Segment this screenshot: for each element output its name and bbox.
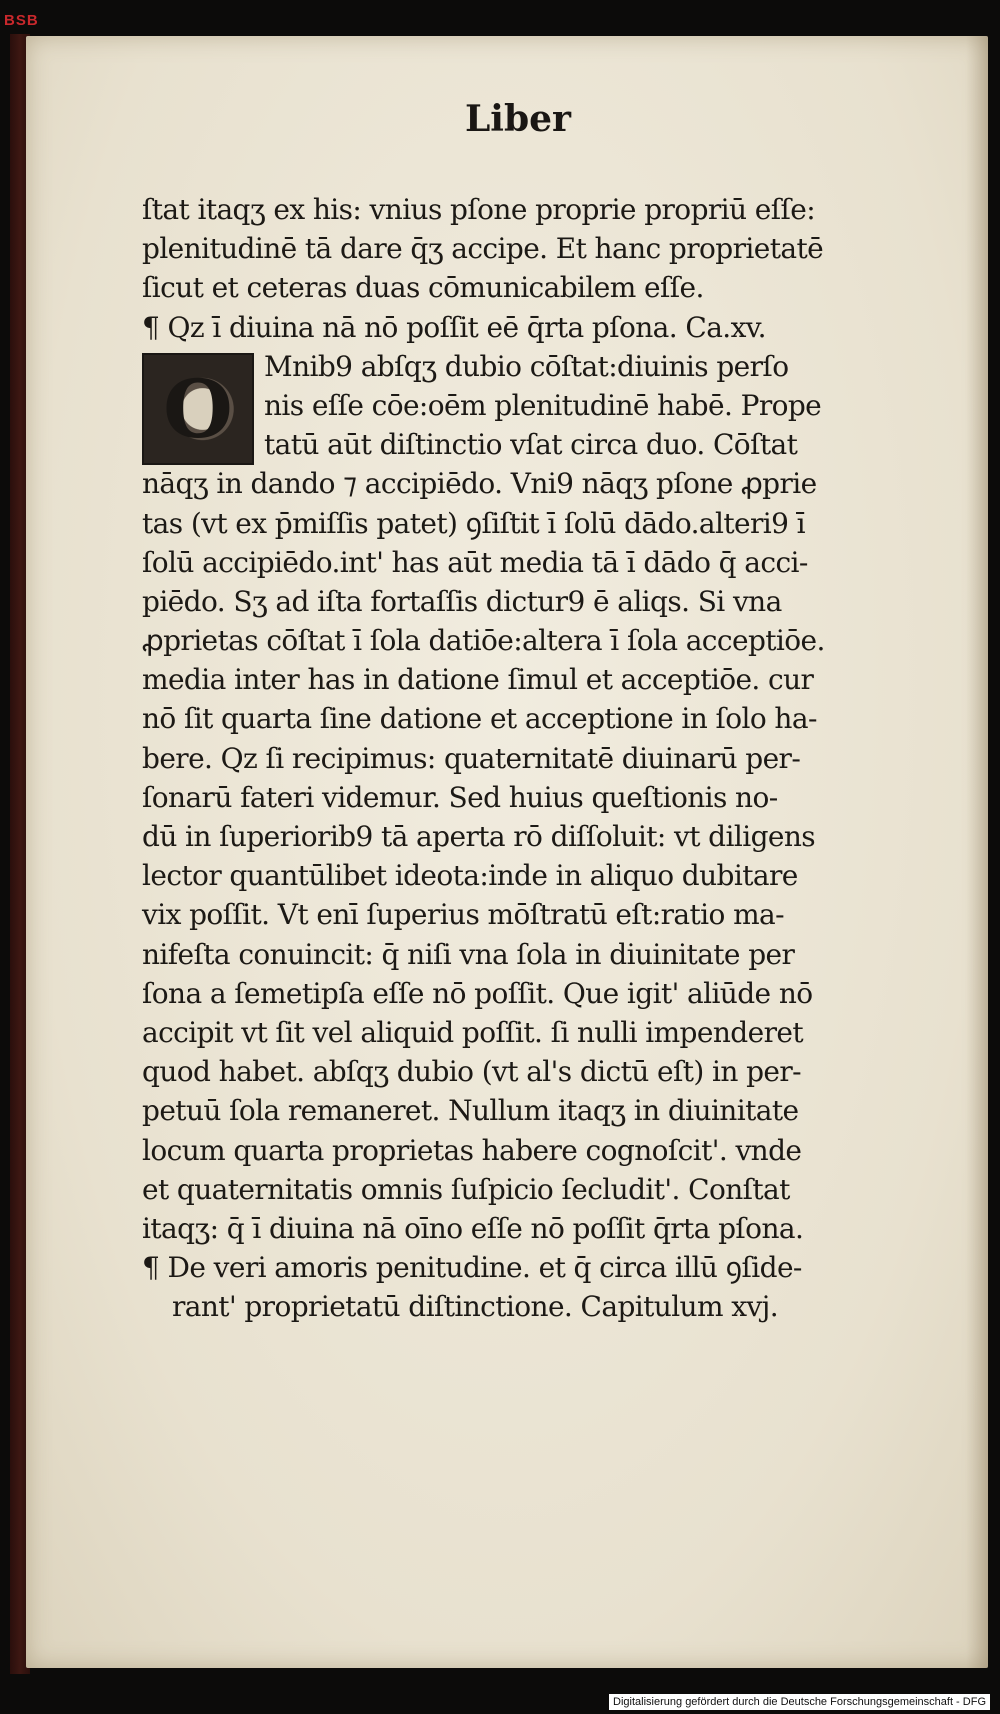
text-block <box>142 190 922 1326</box>
text-line: quod habet. abſqʒ dubio (vt al's dictū eſt) in per- <box>142 1055 802 1089</box>
text-line: itaqʒ: q̄ ī diuina nā oīno eſſe nō poſſit q̄rta pſona. <box>142 1211 804 1245</box>
text-line: petuū ſola remaneret. Nullum itaqʒ in diuinitate <box>142 1094 799 1128</box>
text-line: ſolū accipiēdo.int' has aūt media tā ī dādo q̄ acci- <box>142 545 808 579</box>
text-line: piēdo. Sʒ ad iſta fortaſſis dictur9 ē aliqs. Si vna <box>142 584 782 618</box>
running-head: Liber <box>464 98 572 140</box>
text-line: media inter has in datione ſimul et acceptiōe. cur <box>142 663 814 697</box>
library-watermark: BSB <box>4 12 39 29</box>
text-line: ſona a ſemetipſa eſſe nō poſſit. Que igit' aliūde nō <box>142 976 813 1010</box>
chapter-heading: ¶ Qz ī diuina nā nō poſſit eē q̄rta pſona. Ca.xv. <box>142 310 766 344</box>
text-line: tatū aūt diſtinctio vſat circa duo. Cōſtat <box>264 428 798 462</box>
text-line: nō ſit quarta ſine datione et acceptione in ſolo ha- <box>142 702 817 736</box>
text-line: ſtat itaqʒ ex his: vnius pſone proprie propriū eſſe: <box>142 193 816 226</box>
chapter-heading: ¶ De veri amoris penitudine. et q̄ circa illū ꝯſide- <box>142 1251 802 1285</box>
chapter-heading: rant' proprietatū diſtinctione. Capitulum xvj. <box>172 1290 779 1324</box>
page-edge-shadow <box>966 36 988 1668</box>
text-line: tas (vt ex p̄miſſis patet) ꝯſiſtit ī ſolū dādo.alteri9 ī <box>142 506 805 540</box>
initial-letter: O <box>163 362 233 456</box>
digitization-credit: Digitalisierung gefördert durch die Deutsche Forschungsgemeinschaft - DFG <box>609 1694 990 1710</box>
text-line: Mnib9 abſqʒ dubio cōſtat:diuinis perſo <box>264 349 789 383</box>
text-line: dū in ſuperiorib9 tā aperta rō diſſoluit: vt diligens <box>142 820 816 853</box>
text-line: ꝓprietas cōſtat ī ſola datiōe:altera ī ſola acceptiōe. <box>142 624 825 658</box>
text-line: et quaternitatis omnis ſuſpicio ſecludit'. Conſtat <box>142 1172 790 1206</box>
text-line: ſicut et ceteras duas cōmunicabilem eſſe. <box>142 271 704 305</box>
text-line: nāqʒ in dando ⁊ accipiēdo. Vni9 nāqʒ pſone ꝓprie <box>142 467 817 501</box>
text-line: nifeſta conuincit: q̄ niſi vna ſola in diuinitate per <box>142 937 795 971</box>
text-line: locum quarta proprietas habere cognoſcit'. vnde <box>142 1133 802 1167</box>
text-line: vix poſſit. Vt enī ſuperius mōſtratū eſt:ratio ma- <box>142 898 785 932</box>
text-line: bere. Qz ſi recipimus: quaternitatē diuinarū per- <box>142 741 801 775</box>
text-line: nis eſſe cōe:oēm plenitudinē habē. Prope <box>264 388 822 422</box>
text-line: lector quantūlibet ideota:inde in aliquo dubitare <box>142 859 798 893</box>
text-line: plenitudinē tā dare q̄ʒ accipe. Et hanc proprietatē <box>142 232 824 266</box>
text-line: ſonarū fateri videmur. Sed huius queſtionis no- <box>142 780 778 814</box>
text-line: accipit vt ſit vel aliquid poſſit. ſi nulli impenderet <box>142 1015 803 1049</box>
